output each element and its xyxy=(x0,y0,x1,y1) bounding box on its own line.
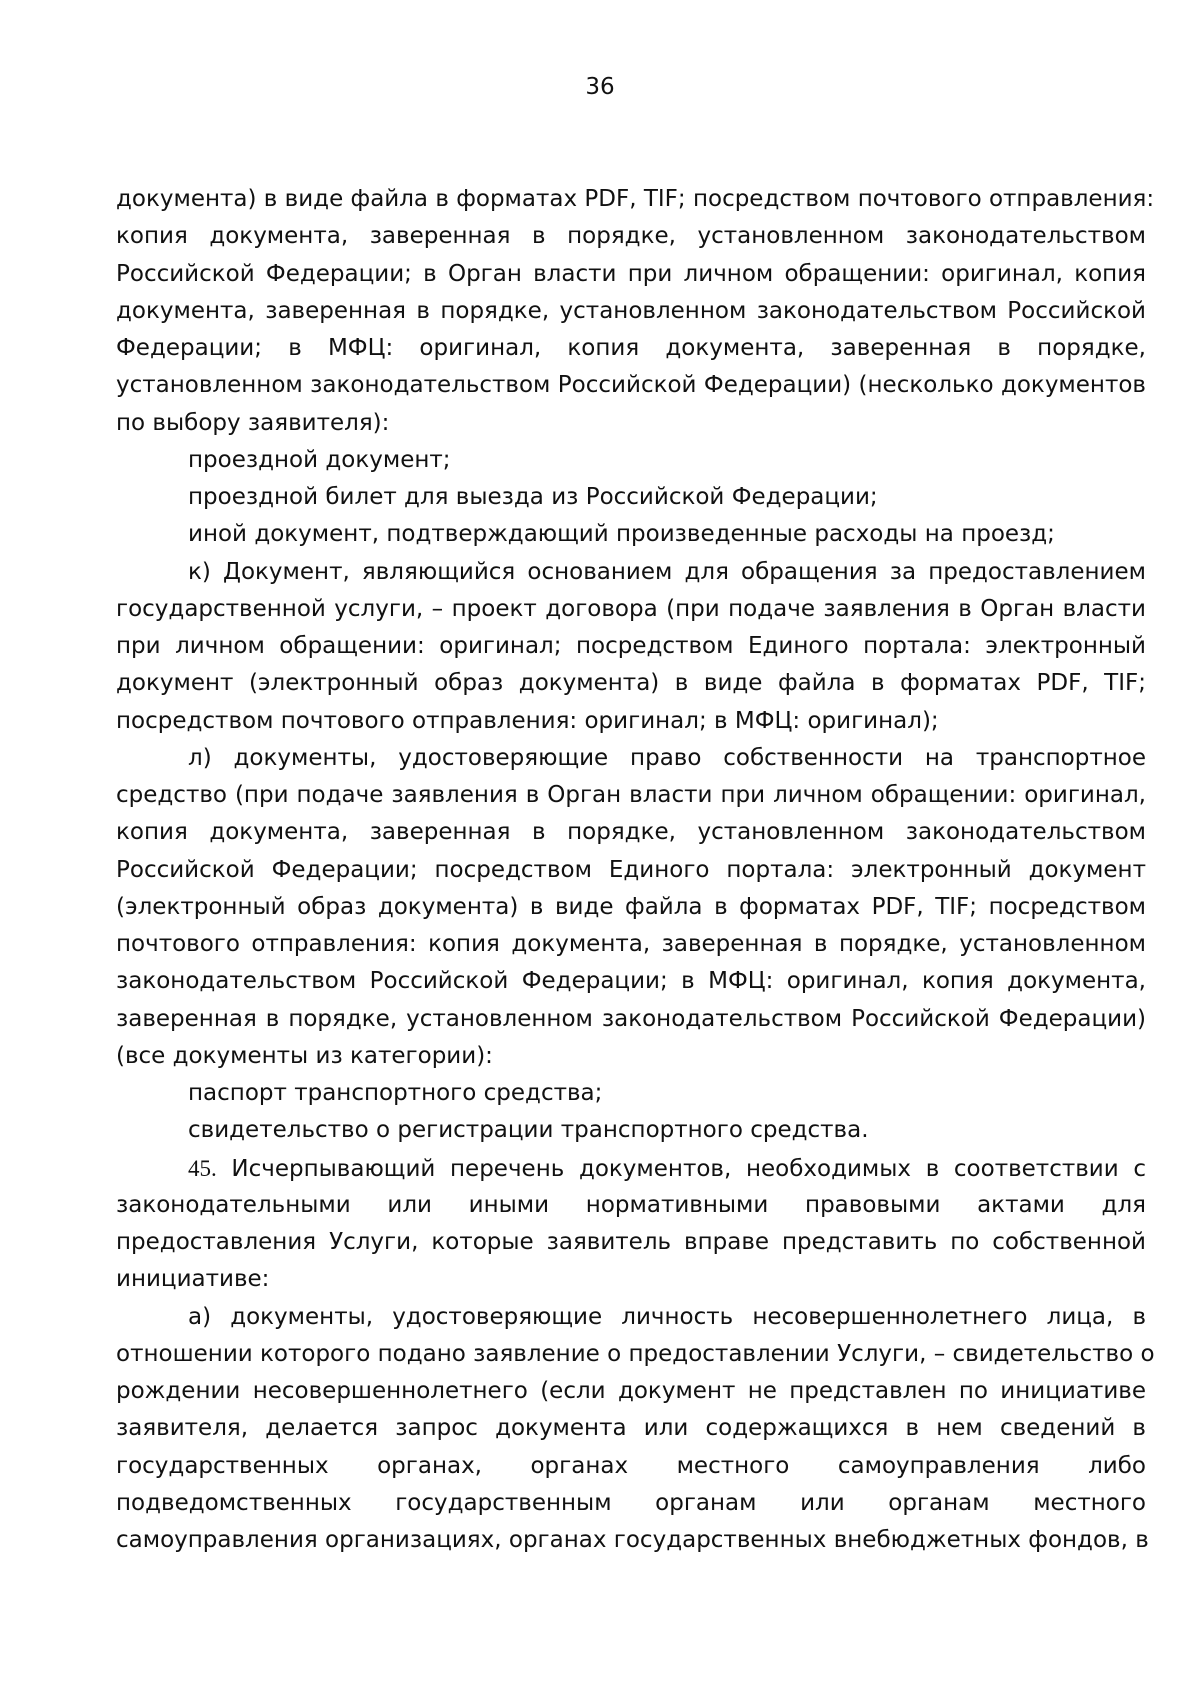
text-line: проездной билет для выезда из Российской Федерации; xyxy=(188,484,878,510)
paragraph-number: 45. xyxy=(188,1155,217,1181)
text-line: документ (электронный образ документа) в виде файла в форматах PDF, TIF; xyxy=(116,670,1146,697)
text-line: посредством почтового отправления: оригинал; в МФЦ: оригинал); xyxy=(116,707,939,734)
text-line: проездной документ; xyxy=(188,446,451,473)
text-line: государственных органах, органах местного самоуправления либо xyxy=(116,1452,1146,1479)
document-body xyxy=(116,181,1155,1559)
text-line: при личном обращении: оригинал; посредством Единого портала: электронный xyxy=(116,633,1146,659)
text-line: свидетельство о регистрации транспортного средства. xyxy=(188,1117,869,1144)
text-line: Российской Федерации; посредством Единого портала: электронный документ xyxy=(116,856,1146,883)
text-line: почтового отправления: копия документа, заверенная в порядке, установленном xyxy=(116,931,1146,957)
text-line: установленном законодательством Российской Федерации) (несколько документов xyxy=(116,372,1146,399)
text-line: копия документа, заверенная в порядке, установленном законодательством xyxy=(116,223,1146,250)
text-line: по выбору заявителя): xyxy=(116,409,390,436)
text-line: заверенная в порядке, установленном законодательством Российской Федерации) xyxy=(116,1005,1146,1032)
page-number: 36 xyxy=(585,74,615,100)
text-line: рождении несовершеннолетнего (если документ не представлен по инициативе xyxy=(116,1378,1146,1404)
text-line: государственной услуги, – проект договора (при подаче заявления в Орган власти xyxy=(116,595,1146,622)
text-line: отношении которого подано заявление о предоставлении Услуги, – свидетельство о xyxy=(116,1340,1155,1367)
text-line: а) документы, удостоверяющие личность несовершеннолетнего лица, в xyxy=(188,1303,1146,1330)
text-line: документа) в виде файла в форматах PDF, TIF; посредством почтового отправления: xyxy=(116,186,1155,212)
text-line: средство (при подаче заявления в Орган власти при личном обращении: оригинал, xyxy=(116,782,1146,808)
text-line: Федерации; в МФЦ: оригинал, копия документа, заверенная в порядке, xyxy=(116,335,1146,361)
text-line: самоуправления организациях, органах государственных внебюджетных фондов, в xyxy=(116,1527,1149,1553)
text-line: иной документ, подтверждающий произведенные расходы на проезд; xyxy=(188,521,1055,548)
text-line: (электронный образ документа) в виде файла в форматах PDF, TIF; посредством xyxy=(116,893,1146,920)
text-line: Российской Федерации; в Орган власти при личном обращении: оригинал, копия xyxy=(116,260,1146,287)
text-line: инициативе: xyxy=(116,1266,270,1293)
text-line: копия документа, заверенная в порядке, установленном законодательством xyxy=(116,819,1146,846)
text-line: заявителя, делается запрос документа или содержащихся в нем сведений в xyxy=(116,1415,1146,1442)
text-line: 45. Исчерпывающий перечень документов, необходимых в соответствии с xyxy=(188,1155,1146,1182)
text-line: к) Документ, являющийся основанием для обращения за предоставлением xyxy=(188,558,1146,585)
text-line: подведомственных государственным органам или органам местного xyxy=(116,1489,1146,1516)
text-line: законодательными или иными нормативными правовыми актами для xyxy=(116,1191,1146,1218)
text-line: (все документы из категории): xyxy=(116,1042,493,1069)
text-line: документа, заверенная в порядке, установленном законодательством Российской xyxy=(116,297,1146,324)
text-line: предоставления Услуги, которые заявитель вправе представить по собственной xyxy=(116,1229,1146,1255)
text-line: законодательством Российской Федерации; в МФЦ: оригинал, копия документа, xyxy=(116,968,1146,995)
text-line: л) документы, удостоверяющие право собственности на транспортное xyxy=(188,744,1146,771)
text-line: паспорт транспортного средства; xyxy=(188,1080,603,1106)
